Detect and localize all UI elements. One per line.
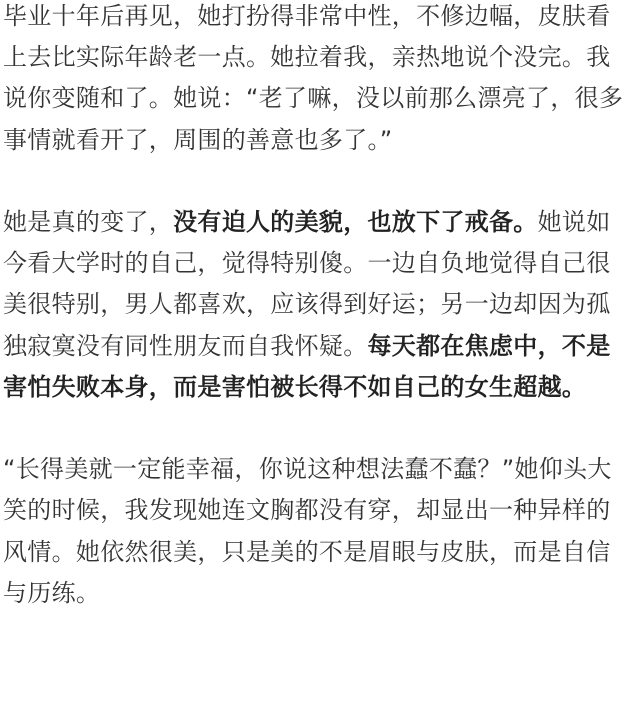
paragraph-2-text-b: 她说如今看大学时的自己，觉得特别傻。一边自负地觉得自己很美很特别，男人都喜欢，应该得到好运；另一边却因为孤独寂寞没有同性朋友而自我怀疑。	[3, 208, 611, 360]
paragraph-2-bold-a: 没有迫人的美貌，也放下了戒备。	[173, 208, 538, 236]
paragraph-2	[3, 202, 633, 408]
paragraph-3	[3, 449, 633, 614]
paragraph-1	[3, 0, 633, 161]
paragraph-2-bold-b: 每天都在焦虑中，不是害怕失败本身，而是害怕被长得不如自己的女生超越。	[3, 331, 611, 401]
paragraph-1-text: 毕业十年后再见，她打扮得非常中性，不修边幅，皮肤看上去比实际年龄老一点。她拉着我，亲热地说个没完。我说你变随和了。她说：“老了嘛，没以前那么漂亮了，很多事情就看开了，周围的善意也多了。”	[3, 2, 624, 154]
paragraph-3-text: “长得美就一定能幸福，你说这种想法蠢不蠢？”她仰头大笑的时候，我发现她连文胸都没有穿，却显出一种异样的风情。她依然很美，只是美的不是眉眼与皮肤，而是自信与历练。	[3, 455, 612, 607]
paragraph-2-text-a: 她是真的变了，	[3, 208, 174, 236]
